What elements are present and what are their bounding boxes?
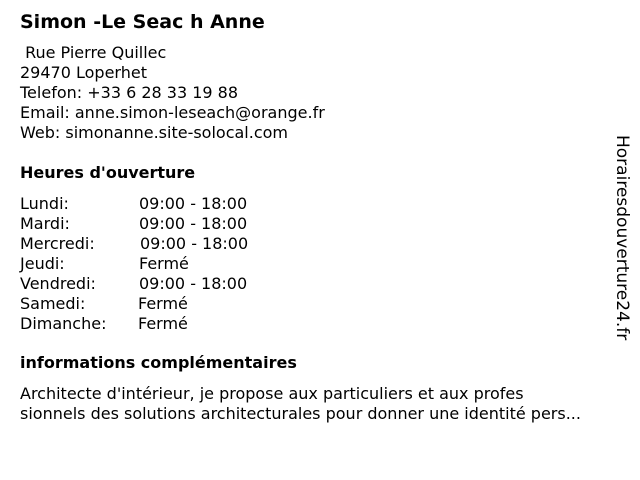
day-label: Lundi: (20, 194, 69, 213)
opening-hours-table (20, 194, 320, 334)
day-label: Mardi: (20, 214, 70, 233)
day-label: Vendredi: (20, 274, 96, 293)
hours-row-friday (20, 274, 320, 294)
hours-value: 09:00 - 18:00 (140, 234, 249, 253)
description-line: Architecte d'intérieur, je propose aux particuliers et aux profes (20, 384, 524, 403)
business-description (20, 384, 630, 424)
hours-value: 09:00 - 18:00 (139, 194, 248, 213)
hours-row-thursday (20, 254, 320, 274)
day-label: Dimanche: (20, 314, 107, 333)
hours-row-tuesday (20, 214, 320, 234)
hours-row-sunday (20, 314, 320, 334)
address-street: Rue Pierre Quillec (20, 43, 167, 62)
description-line: sionnels des solutions architecturales pour donner une identité pers... (20, 404, 581, 423)
hours-row-wednesday (20, 234, 320, 254)
opening-hours-heading: Heures d'ouverture (20, 163, 196, 182)
phone-line[interactable]: Telefon: +33 6 28 33 19 88 (20, 83, 239, 102)
hours-value: 09:00 - 18:00 (139, 214, 248, 233)
day-label: Mercredi: (20, 234, 95, 253)
day-label: Samedi: (20, 294, 86, 313)
additional-info-heading: informations complémentaires (20, 353, 297, 372)
site-watermark: Horairesdouverture24.fr (612, 135, 632, 341)
hours-value: Fermé (138, 294, 188, 313)
website-line[interactable]: Web: simonanne.site-solocal.com (20, 123, 289, 142)
address-city: 29470 Loperhet (20, 63, 147, 82)
email-line[interactable]: Email: anne.simon-leseach@orange.fr (20, 103, 325, 122)
business-name: Simon -Le Seac h Anne (20, 11, 265, 33)
hours-row-saturday (20, 294, 320, 314)
hours-value: Fermé (138, 314, 188, 333)
contact-block (20, 43, 325, 143)
hours-row-monday (20, 194, 320, 214)
hours-value: Fermé (139, 254, 189, 273)
day-label: Jeudi: (20, 254, 65, 273)
hours-value: 09:00 - 18:00 (139, 274, 248, 293)
